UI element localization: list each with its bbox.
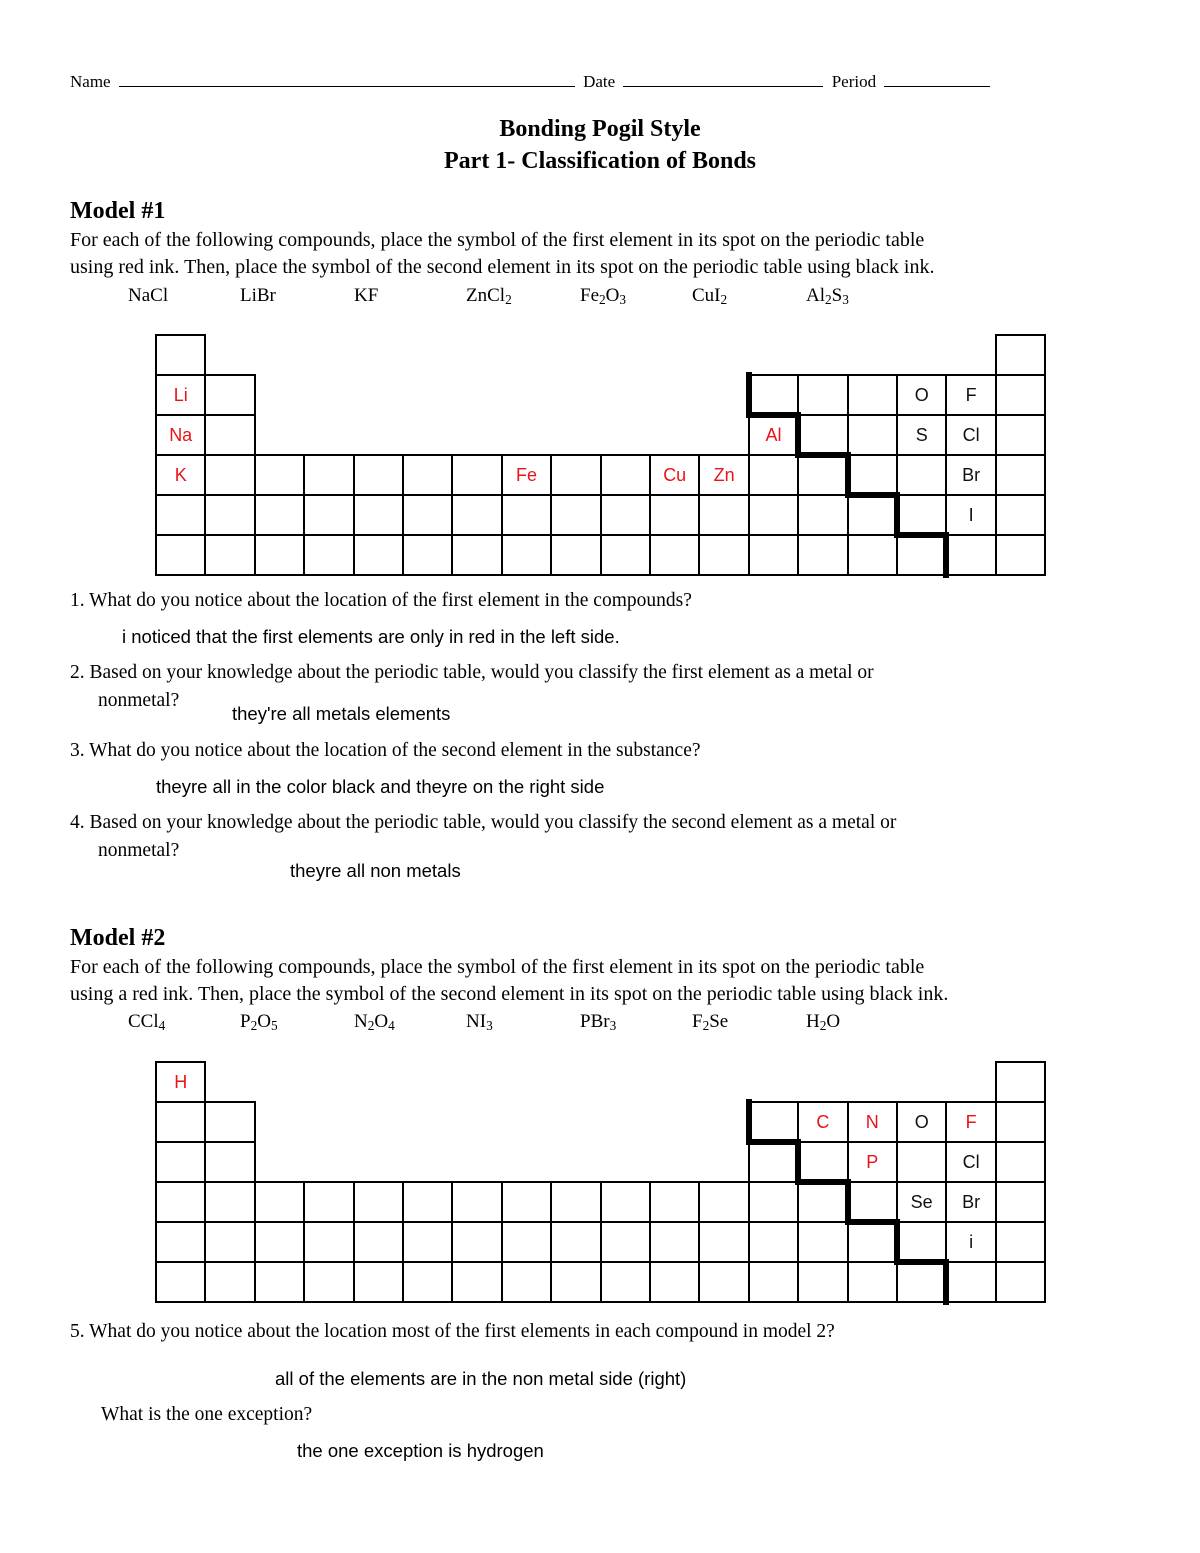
table-cell[interactable] [451, 1261, 502, 1303]
compound-formula: $Al_2S_3$ [806, 285, 849, 307]
answer-3[interactable]: theyre all in the color black and theyre on the right side [156, 776, 605, 797]
table-cell[interactable] [995, 1221, 1046, 1263]
table-cell[interactable] [303, 534, 354, 576]
table-cell[interactable] [995, 414, 1046, 456]
table-cell[interactable] [797, 1261, 848, 1303]
table-cell[interactable] [204, 414, 255, 456]
element-symbol: i [969, 1231, 974, 1252]
table-cell[interactable] [303, 1221, 354, 1263]
header-line [70, 72, 994, 92]
table-cell[interactable] [600, 494, 651, 536]
table-cell[interactable] [945, 1261, 996, 1303]
table-cell[interactable] [995, 1261, 1046, 1303]
table-cell[interactable] [353, 454, 404, 496]
table-cell[interactable] [896, 1141, 947, 1183]
metal-nonmetal-divider [746, 1139, 801, 1145]
table-cell[interactable] [995, 494, 1046, 536]
question-2-continued: nonmetal? [98, 690, 180, 711]
compound-formula: $Fe_2O_3$ [580, 285, 627, 307]
table-cell[interactable] [204, 494, 255, 536]
table-cell[interactable] [600, 534, 651, 576]
question-4-continued: nonmetal? [98, 840, 180, 861]
table-cell[interactable] [402, 1221, 453, 1263]
table-cell[interactable] [204, 1181, 255, 1223]
table-cell[interactable] [698, 1261, 749, 1303]
compound-formula: CuI$_2$ [692, 285, 728, 307]
question-number: 3. [70, 740, 85, 761]
metal-nonmetal-divider [845, 1219, 900, 1225]
table-cell[interactable] [155, 534, 206, 576]
model2-heading: Model #2 [70, 925, 166, 951]
element-symbol: Li [173, 384, 188, 405]
element-symbol: K [174, 464, 187, 485]
table-cell[interactable] [600, 1221, 651, 1263]
table-cell[interactable] [945, 1101, 996, 1143]
compound-formula: ZnCl$_2$ [466, 285, 512, 307]
table-cell[interactable] [698, 1221, 749, 1263]
table-cell[interactable] [451, 454, 502, 496]
name-label: Name [70, 72, 111, 91]
table-cell[interactable] [402, 454, 453, 496]
table-cell[interactable] [501, 1221, 552, 1263]
metal-nonmetal-divider [943, 532, 949, 578]
table-cell[interactable] [501, 534, 552, 576]
compound-formula: $P_2O_5$ [240, 1011, 278, 1033]
table-cell[interactable] [847, 494, 898, 536]
table-cell[interactable] [847, 534, 898, 576]
element-symbol: Cu [663, 464, 687, 485]
table-cell[interactable] [995, 1061, 1046, 1103]
element-symbol: O [914, 384, 929, 405]
element-symbol: S [915, 424, 928, 445]
model2-instructions-1: For each of the following compounds, place the symbol of the first element in its spot on the periodic table [70, 956, 925, 978]
table-cell[interactable] [353, 1261, 404, 1303]
name-field[interactable] [119, 72, 575, 87]
table-cell[interactable] [155, 414, 206, 456]
table-cell[interactable] [945, 1181, 996, 1223]
table-cell[interactable] [896, 534, 947, 576]
answer-5[interactable]: all of the elements are in the non metal side (right) [275, 1368, 687, 1389]
question-text: Based on your knowledge about the periodic table, would you classify the second element as a metal or [89, 812, 897, 833]
table-cell[interactable] [995, 454, 1046, 496]
date-label: Date [583, 72, 616, 91]
compound-formula: NaCl [128, 285, 169, 306]
table-cell[interactable] [797, 414, 848, 456]
exception-question: What is the one exception? [101, 1404, 313, 1425]
compound-formula: $NI_3$ [466, 1011, 493, 1033]
table-cell[interactable] [451, 534, 502, 576]
element-symbol: Na [169, 424, 193, 445]
table-cell[interactable] [797, 454, 848, 496]
table-cell[interactable] [501, 454, 552, 496]
question-3 [70, 740, 701, 762]
table-cell[interactable] [649, 1181, 700, 1223]
table-cell[interactable] [155, 374, 206, 416]
element-symbol: Zn [713, 464, 735, 485]
metal-nonmetal-divider [795, 1179, 850, 1185]
question-text: What do you notice about the location of the first element in the compounds? [89, 590, 692, 611]
page-title: Bonding Pogil Style [499, 116, 701, 142]
question-5 [70, 1321, 835, 1343]
table-cell[interactable] [402, 1181, 453, 1223]
question-text: What do you notice about the location of the second element in the substance? [89, 740, 701, 761]
table-cell[interactable] [847, 374, 898, 416]
exception-answer[interactable]: the one exception is hydrogen [297, 1440, 544, 1461]
table-cell[interactable] [698, 494, 749, 536]
compound-formula: $H_2O$ [806, 1011, 841, 1033]
table-cell[interactable] [451, 1181, 502, 1223]
table-cell[interactable] [698, 534, 749, 576]
table-cell[interactable] [748, 1221, 799, 1263]
table-cell[interactable] [303, 494, 354, 536]
compound-formula: $N_2O_4$ [354, 1011, 395, 1033]
table-cell[interactable] [748, 1141, 799, 1183]
table-cell[interactable] [748, 494, 799, 536]
table-cell[interactable] [155, 494, 206, 536]
table-cell[interactable] [945, 534, 996, 576]
table-cell[interactable] [995, 1101, 1046, 1143]
compound-formula: $F_2Se$ [692, 1011, 729, 1033]
table-cell[interactable] [254, 454, 305, 496]
table-cell[interactable] [649, 1261, 700, 1303]
table-cell[interactable] [649, 1221, 700, 1263]
metal-nonmetal-divider [746, 412, 801, 418]
table-cell[interactable] [847, 1261, 898, 1303]
table-cell[interactable] [945, 414, 996, 456]
table-cell[interactable] [748, 534, 799, 576]
element-symbol: Br [962, 464, 981, 485]
table-cell[interactable] [896, 494, 947, 536]
table-cell[interactable] [896, 374, 947, 416]
metal-nonmetal-divider [845, 492, 900, 498]
element-symbol: O [914, 1111, 929, 1132]
table-cell[interactable] [254, 1181, 305, 1223]
table-cell[interactable] [155, 454, 206, 496]
element-symbol: Cl [962, 1151, 980, 1172]
table-cell[interactable] [649, 494, 700, 536]
answer-4[interactable]: theyre all non metals [290, 860, 461, 881]
table-cell[interactable] [204, 1141, 255, 1183]
table-cell[interactable] [748, 1101, 799, 1143]
table-cell[interactable] [155, 1141, 206, 1183]
table-cell[interactable] [748, 1261, 799, 1303]
table-cell[interactable] [204, 374, 255, 416]
element-symbol: Cl [962, 424, 980, 445]
metal-nonmetal-divider [943, 1259, 949, 1305]
table-cell[interactable] [995, 1181, 1046, 1223]
table-cell[interactable] [254, 1261, 305, 1303]
model1-instructions-1: For each of the following compounds, place the symbol of the first element in its spot on the periodic table [70, 229, 925, 251]
table-cell[interactable] [896, 1221, 947, 1263]
table-cell[interactable] [995, 334, 1046, 376]
element-symbol: Al [765, 424, 782, 445]
model1-instructions-2: using red ink. Then, place the symbol of the second element in its spot on the periodic table using black ink. [70, 256, 935, 278]
compound-formula: LiBr [240, 285, 276, 306]
table-cell[interactable] [797, 534, 848, 576]
table-cell[interactable] [501, 1181, 552, 1223]
table-cell[interactable] [155, 1061, 206, 1103]
table-cell[interactable] [797, 1101, 848, 1143]
table-cell[interactable] [155, 1181, 206, 1223]
table-cell[interactable] [353, 494, 404, 536]
table-cell[interactable] [402, 1261, 453, 1303]
compound-formula: KF [354, 285, 379, 306]
period-field[interactable] [884, 72, 990, 87]
table-cell[interactable] [896, 1261, 947, 1303]
metal-nonmetal-divider [795, 452, 850, 458]
table-cell[interactable] [847, 1101, 898, 1143]
question-2 [70, 662, 874, 684]
question-number: 1. [70, 590, 85, 611]
table-cell[interactable] [600, 454, 651, 496]
question-number: 2. [70, 662, 85, 683]
table-cell[interactable] [254, 1221, 305, 1263]
table-cell[interactable] [600, 1181, 651, 1223]
table-cell[interactable] [945, 374, 996, 416]
element-symbol: H [174, 1071, 188, 1092]
question-text: What do you notice about the location most of the first elements in each compound in model 2? [89, 1321, 835, 1342]
element-symbol: F [965, 384, 977, 405]
table-cell[interactable] [155, 1101, 206, 1143]
table-cell[interactable] [204, 1261, 255, 1303]
element-symbol: Br [962, 1191, 981, 1212]
answer-2[interactable]: they're all metals elements [232, 703, 451, 724]
table-cell[interactable] [748, 1181, 799, 1223]
table-cell[interactable] [204, 454, 255, 496]
table-cell[interactable] [748, 454, 799, 496]
table-cell[interactable] [254, 494, 305, 536]
table-cell[interactable] [353, 1181, 404, 1223]
date-field[interactable] [623, 72, 823, 87]
question-text: Based on your knowledge about the periodic table, would you classify the first element as a metal or [89, 662, 874, 683]
table-cell[interactable] [254, 534, 305, 576]
table-cell[interactable] [797, 1221, 848, 1263]
element-symbol: Se [910, 1191, 933, 1212]
table-cell[interactable] [748, 374, 799, 416]
question-number: 5. [70, 1321, 85, 1342]
compound-formula: CCl$_4$ [128, 1011, 166, 1033]
table-cell[interactable] [896, 1101, 947, 1143]
table-cell[interactable] [155, 334, 206, 376]
table-cell[interactable] [995, 534, 1046, 576]
table-cell[interactable] [797, 374, 848, 416]
table-cell[interactable] [155, 1261, 206, 1303]
table-cell[interactable] [303, 454, 354, 496]
table-cell[interactable] [451, 494, 502, 536]
table-cell[interactable] [303, 1181, 354, 1223]
period-label: Period [831, 72, 877, 91]
table-cell[interactable] [649, 454, 700, 496]
table-cell[interactable] [204, 1101, 255, 1143]
table-cell[interactable] [550, 1181, 601, 1223]
table-cell[interactable] [896, 414, 947, 456]
table-cell[interactable] [847, 414, 898, 456]
table-cell[interactable] [847, 1221, 898, 1263]
table-cell[interactable] [402, 494, 453, 536]
table-cell[interactable] [451, 1221, 502, 1263]
table-cell[interactable] [204, 1221, 255, 1263]
table-cell[interactable] [353, 1221, 404, 1263]
element-symbol: P [866, 1151, 879, 1172]
table-cell[interactable] [945, 494, 996, 536]
table-cell[interactable] [945, 454, 996, 496]
table-cell[interactable] [155, 1221, 206, 1263]
table-cell[interactable] [748, 414, 799, 456]
table-cell[interactable] [600, 1261, 651, 1303]
table-cell[interactable] [847, 454, 898, 496]
table-cell[interactable] [945, 1221, 996, 1263]
element-symbol: F [965, 1111, 977, 1132]
model1-heading: Model #1 [70, 198, 166, 224]
table-cell[interactable] [550, 494, 601, 536]
table-cell[interactable] [797, 1181, 848, 1223]
element-symbol: C [816, 1111, 830, 1132]
table-cell[interactable] [550, 1221, 601, 1263]
table-cell[interactable] [501, 494, 552, 536]
table-cell[interactable] [896, 454, 947, 496]
page-subtitle: Part 1- Classification of Bonds [444, 148, 756, 174]
table-cell[interactable] [945, 1141, 996, 1183]
table-cell[interactable] [649, 534, 700, 576]
table-cell[interactable] [402, 534, 453, 576]
table-cell[interactable] [995, 1141, 1046, 1183]
table-cell[interactable] [698, 454, 749, 496]
table-cell[interactable] [501, 1261, 552, 1303]
table-cell[interactable] [847, 1181, 898, 1223]
table-cell[interactable] [204, 534, 255, 576]
table-cell[interactable] [353, 534, 404, 576]
table-cell[interactable] [847, 1141, 898, 1183]
table-cell[interactable] [550, 1261, 601, 1303]
table-cell[interactable] [550, 454, 601, 496]
table-cell[interactable] [797, 1141, 848, 1183]
table-cell[interactable] [303, 1261, 354, 1303]
table-cell[interactable] [896, 1181, 947, 1223]
element-symbol: N [865, 1111, 879, 1132]
table-cell[interactable] [698, 1181, 749, 1223]
compound-formula: PBr$_3$ [580, 1011, 617, 1033]
element-symbol: Fe [515, 464, 537, 485]
table-cell[interactable] [797, 494, 848, 536]
question-number: 4. [70, 812, 85, 833]
element-symbol: I [968, 504, 974, 525]
question-4 [70, 812, 896, 834]
metal-nonmetal-divider [894, 1259, 949, 1265]
table-cell[interactable] [995, 374, 1046, 416]
table-cell[interactable] [550, 534, 601, 576]
model2-instructions-2: using a red ink. Then, place the symbol of the second element in its spot on the periodic table using black ink. [70, 983, 949, 1005]
answer-1[interactable]: i noticed that the first elements are only in red in the left side. [122, 626, 620, 647]
metal-nonmetal-divider [894, 532, 949, 538]
question-1 [70, 590, 692, 612]
